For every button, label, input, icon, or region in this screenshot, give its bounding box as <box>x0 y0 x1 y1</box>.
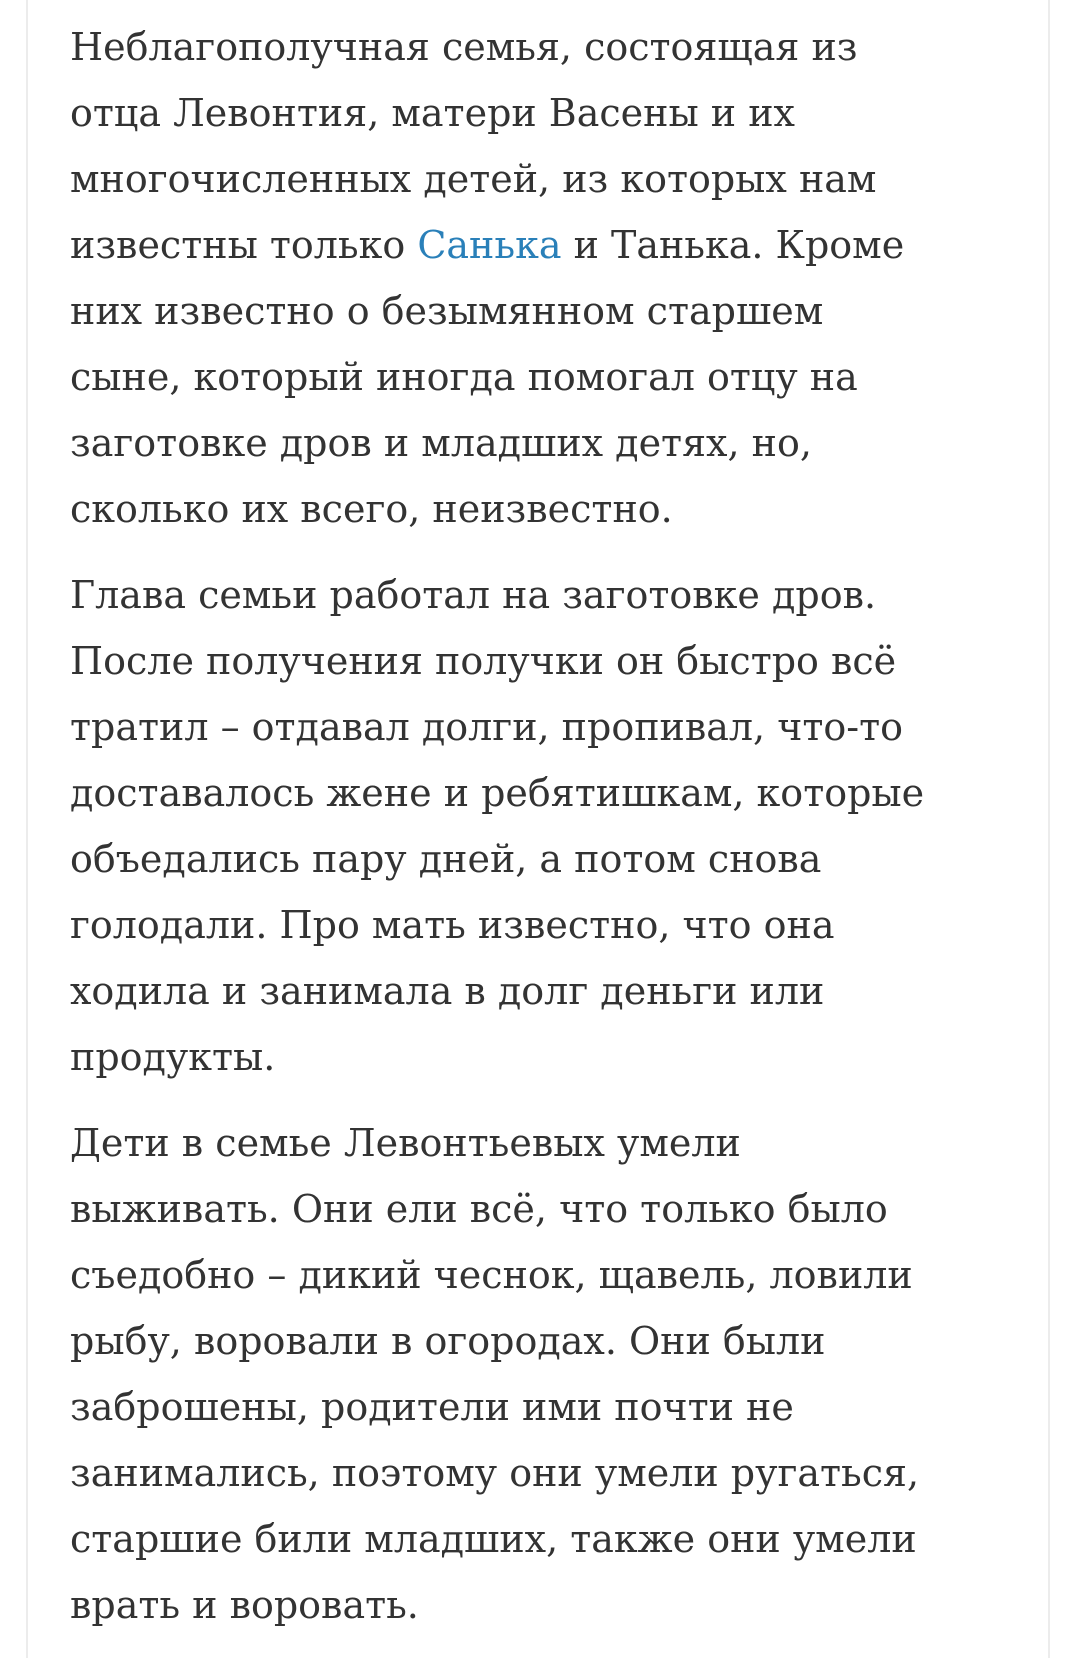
text-line-after-link: и Танька. Кроме <box>561 223 905 267</box>
text-line: занимались, поэтому они умели ругаться, <box>70 1451 920 1495</box>
text-line: выживать. Они ели всё, что только было <box>70 1187 888 1231</box>
text-line: заброшены, родители ими почти не <box>70 1385 794 1429</box>
text-line: Глава семьи работал на заготовке дров. <box>70 573 877 617</box>
text-line: старшие били младших, также они умели <box>70 1517 917 1561</box>
text-line: доставалось жене и ребятишкам, которые <box>70 771 925 815</box>
paragraph-3 <box>70 1110 1030 1638</box>
text-line-before-link: известны только <box>70 223 418 267</box>
text-line: Дети в семье Левонтьевых умели <box>70 1121 741 1165</box>
article-page <box>26 0 1050 1658</box>
article-body <box>70 14 1030 1658</box>
text-line: сколько их всего, неизвестно. <box>70 487 673 531</box>
text-line: них известно о безымянном старшем <box>70 289 824 333</box>
text-line: После получения получки он быстро всё <box>70 639 897 683</box>
text-line: тратил – отдавал долги, пропивал, что-то <box>70 705 903 749</box>
text-line: рыбу, воровали в огородах. Они были <box>70 1319 826 1363</box>
sanka-link[interactable]: Санька <box>417 223 562 267</box>
text-line: Неблагополучная семья, состоящая из <box>70 25 858 69</box>
text-line: врать и воровать. <box>70 1583 419 1627</box>
text-line <box>70 212 1030 278</box>
text-line: ходила и занимала в долг деньги или <box>70 969 825 1013</box>
text-line: отца Левонтия, матери Васены и их <box>70 91 795 135</box>
text-line: продукты. <box>70 1035 276 1079</box>
paragraph-1 <box>70 14 1030 542</box>
text-line: голодали. Про мать известно, что она <box>70 903 835 947</box>
text-line: заготовке дров и младших детях, но, <box>70 421 812 465</box>
text-line: сыне, который иногда помогал отцу на <box>70 355 858 399</box>
text-line: объедались пару дней, а потом снова <box>70 837 822 881</box>
paragraph-2 <box>70 562 1030 1090</box>
text-line: многочисленных детей, из которых нам <box>70 157 877 201</box>
text-line: съедобно – дикий чеснок, щавель, ловили <box>70 1253 913 1297</box>
